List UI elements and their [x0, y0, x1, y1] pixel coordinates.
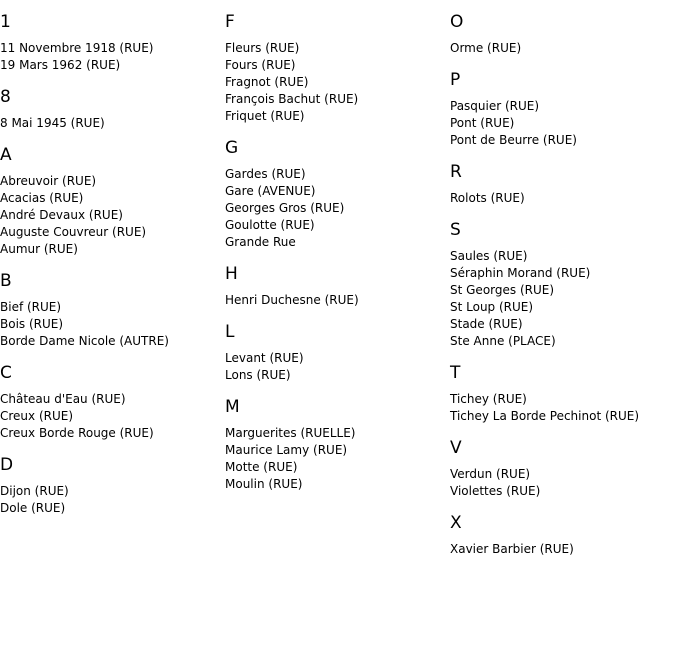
- street-list: [225, 40, 450, 125]
- street-list-item: [450, 466, 675, 483]
- street-list-item: [225, 57, 450, 74]
- street-list-item: [0, 316, 225, 333]
- street-link[interactable]: Abreuvoir (RUE): [0, 174, 97, 188]
- street-link[interactable]: Séraphin Morand (RUE): [450, 266, 591, 280]
- letter-heading: D: [0, 455, 14, 475]
- street-link[interactable]: Tichey La Borde Pechinot (RUE): [450, 409, 640, 423]
- street-list: [225, 166, 450, 251]
- street-list-item: [225, 200, 450, 217]
- street-link[interactable]: Borde Dame Nicole (AUTRE): [0, 334, 169, 348]
- letter-section: [0, 363, 225, 442]
- street-link[interactable]: Acacias (RUE): [0, 191, 84, 205]
- street-link[interactable]: Orme (RUE): [450, 41, 522, 55]
- street-list-item: [0, 190, 225, 207]
- street-list-item: [225, 350, 450, 367]
- street-link[interactable]: Saules (RUE): [450, 249, 528, 263]
- street-list-item: [0, 483, 225, 500]
- street-list-item: [0, 500, 225, 517]
- street-link[interactable]: Pont (RUE): [450, 116, 515, 130]
- street-list: [0, 391, 225, 442]
- street-link[interactable]: Bief (RUE): [0, 300, 62, 314]
- letter-heading: C: [0, 363, 12, 383]
- street-link[interactable]: Dijon (RUE): [0, 484, 69, 498]
- street-link[interactable]: Pont de Beurre (RUE): [450, 133, 577, 147]
- street-list-item: [225, 459, 450, 476]
- street-link[interactable]: Creux (RUE): [0, 409, 74, 423]
- street-link[interactable]: Moulin (RUE): [225, 477, 303, 491]
- street-link[interactable]: Fours (RUE): [225, 58, 296, 72]
- street-list-item: [450, 299, 675, 316]
- letter-heading: M: [225, 397, 240, 417]
- letter-heading: S: [450, 220, 461, 240]
- street-link[interactable]: André Devaux (RUE): [0, 208, 123, 222]
- street-list-item: [225, 74, 450, 91]
- street-link[interactable]: Verdun (RUE): [450, 467, 531, 481]
- letter-section: [450, 162, 675, 207]
- street-list-item: [225, 108, 450, 125]
- street-link[interactable]: Château d'Eau (RUE): [0, 392, 126, 406]
- street-link[interactable]: Ste Anne (PLACE): [450, 334, 556, 348]
- street-list: [450, 98, 675, 149]
- street-link[interactable]: Levant (RUE): [225, 351, 304, 365]
- street-list-item: [225, 292, 450, 309]
- street-list-item: [225, 234, 450, 251]
- letter-section: [225, 322, 450, 384]
- street-link[interactable]: Gardes (RUE): [225, 167, 306, 181]
- street-list-item: [450, 541, 675, 558]
- street-link[interactable]: Lons (RUE): [225, 368, 291, 382]
- street-link[interactable]: Auguste Couvreur (RUE): [0, 225, 147, 239]
- street-list-item: [0, 333, 225, 350]
- street-list-item: [450, 316, 675, 333]
- street-link[interactable]: François Bachut (RUE): [225, 92, 359, 106]
- street-list: [0, 115, 225, 132]
- letter-section: [0, 87, 225, 132]
- street-list-item: [450, 248, 675, 265]
- letter-section: [450, 363, 675, 425]
- street-list-item: [225, 425, 450, 442]
- street-list-item: [450, 190, 675, 207]
- letter-section: [225, 12, 450, 125]
- street-list: [0, 173, 225, 258]
- street-link[interactable]: Stade (RUE): [450, 317, 523, 331]
- street-list: [450, 541, 675, 558]
- letter-heading: V: [450, 438, 462, 458]
- street-list-item: [0, 425, 225, 442]
- street-list-item: [450, 282, 675, 299]
- street-list-item: [225, 166, 450, 183]
- street-list-item: [0, 57, 225, 74]
- street-list: [450, 248, 675, 350]
- street-list-item: [450, 115, 675, 132]
- letter-heading: R: [450, 162, 462, 182]
- letter-heading: H: [225, 264, 238, 284]
- letter-section: [450, 438, 675, 500]
- street-link[interactable]: Tichey (RUE): [450, 392, 527, 406]
- street-list-item: [0, 299, 225, 316]
- street-link[interactable]: Fragnot (RUE): [225, 75, 309, 89]
- street-list-item: [0, 241, 225, 258]
- letter-heading: G: [225, 138, 239, 158]
- street-list: [450, 391, 675, 425]
- street-link[interactable]: Maurice Lamy (RUE): [225, 443, 348, 457]
- letter-section: [225, 264, 450, 309]
- street-link[interactable]: Friquet (RUE): [225, 109, 305, 123]
- letter-heading: 8: [0, 87, 11, 107]
- street-list-item: [225, 217, 450, 234]
- street-link[interactable]: Fleurs (RUE): [225, 41, 300, 55]
- street-list-item: [450, 132, 675, 149]
- street-link[interactable]: Marguerites (RUELLE): [225, 426, 356, 440]
- index-column-3: [450, 0, 675, 571]
- street-list: [225, 292, 450, 309]
- letter-heading: 1: [0, 12, 11, 32]
- street-list-item: [225, 91, 450, 108]
- street-link[interactable]: St Georges (RUE): [450, 283, 555, 297]
- street-list: [450, 190, 675, 207]
- street-link[interactable]: 19 Mars 1962 (RUE): [0, 58, 121, 72]
- street-list-item: [0, 207, 225, 224]
- letter-heading: A: [0, 145, 12, 165]
- street-link[interactable]: Aumur (RUE): [0, 242, 78, 256]
- street-list-item: [450, 265, 675, 282]
- letter-section: [450, 220, 675, 350]
- street-list: [0, 483, 225, 517]
- street-link[interactable]: St Loup (RUE): [450, 300, 534, 314]
- street-list-item: [0, 40, 225, 57]
- letter-section: [0, 12, 225, 74]
- letter-section: [0, 455, 225, 517]
- letter-heading: F: [225, 12, 235, 32]
- street-link[interactable]: Pasquier (RUE): [450, 99, 540, 113]
- street-link[interactable]: Dole (RUE): [0, 501, 66, 515]
- street-link[interactable]: Goulotte (RUE): [225, 218, 315, 232]
- street-list-item: [450, 391, 675, 408]
- street-link[interactable]: Rolots (RUE): [450, 191, 525, 205]
- street-list-item: [225, 367, 450, 384]
- street-list-item: [450, 98, 675, 115]
- street-link[interactable]: Creux Borde Rouge (RUE): [0, 426, 154, 440]
- letter-heading: L: [225, 322, 235, 342]
- street-link[interactable]: Grande Rue: [225, 235, 296, 249]
- street-list-item: [225, 40, 450, 57]
- letter-section: [0, 271, 225, 350]
- street-link[interactable]: Motte (RUE): [225, 460, 298, 474]
- street-list-item: [0, 408, 225, 425]
- street-link[interactable]: Gare (AVENUE): [225, 184, 316, 198]
- letter-section: [450, 70, 675, 149]
- street-link[interactable]: 8 Mai 1945 (RUE): [0, 116, 105, 130]
- letter-heading: B: [0, 271, 12, 291]
- street-list-item: [225, 476, 450, 493]
- letter-heading: O: [450, 12, 464, 32]
- street-link[interactable]: Henri Duchesne (RUE): [225, 293, 359, 307]
- street-link[interactable]: Georges Gros (RUE): [225, 201, 345, 215]
- street-link[interactable]: Bois (RUE): [0, 317, 64, 331]
- street-link[interactable]: Xavier Barbier (RUE): [450, 542, 574, 556]
- street-list-item: [225, 442, 450, 459]
- street-list-item: [0, 224, 225, 241]
- street-list: [450, 40, 675, 57]
- street-link[interactable]: 11 Novembre 1918 (RUE): [0, 41, 154, 55]
- street-list-item: [450, 483, 675, 500]
- street-list-item: [0, 115, 225, 132]
- letter-section: [225, 397, 450, 493]
- letter-heading: P: [450, 70, 461, 90]
- street-list: [0, 299, 225, 350]
- letter-section: [225, 138, 450, 251]
- letter-heading: X: [450, 513, 462, 533]
- street-list-item: [450, 333, 675, 350]
- street-list: [0, 40, 225, 74]
- index-column-2: [225, 0, 450, 506]
- street-link[interactable]: Violettes (RUE): [450, 484, 541, 498]
- street-list: [450, 466, 675, 500]
- street-list-item: [225, 183, 450, 200]
- street-list-item: [0, 173, 225, 190]
- street-list-item: [450, 408, 675, 425]
- index-column-1: [0, 0, 225, 530]
- letter-section: [450, 12, 675, 57]
- street-list: [225, 425, 450, 493]
- street-list-item: [450, 40, 675, 57]
- street-list: [225, 350, 450, 384]
- street-list-item: [0, 391, 225, 408]
- letter-section: [450, 513, 675, 558]
- letter-heading: T: [450, 363, 461, 383]
- letter-section: [0, 145, 225, 258]
